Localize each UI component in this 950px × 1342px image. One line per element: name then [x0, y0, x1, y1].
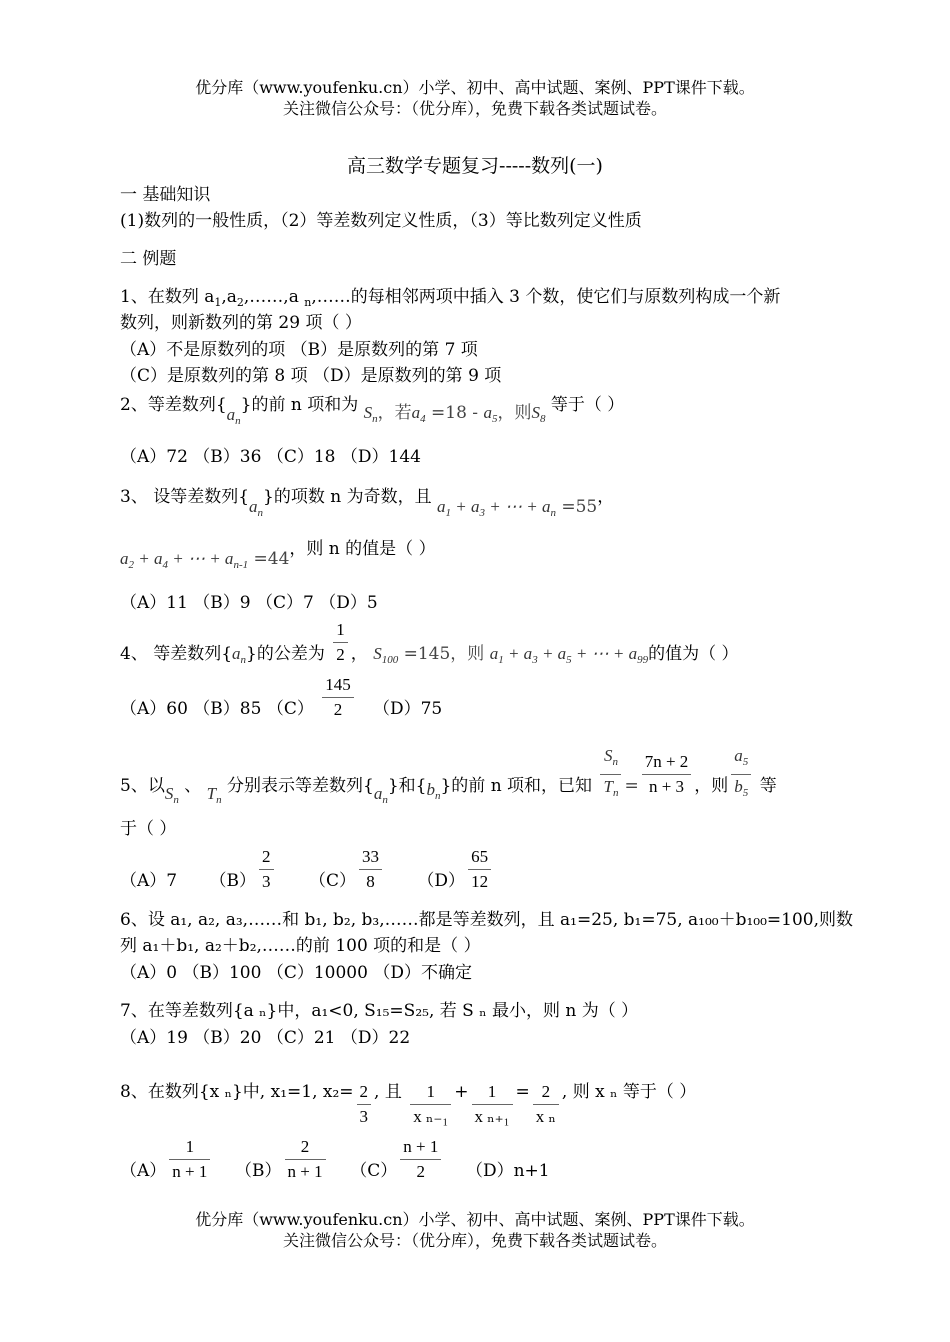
- q5-line-2: 于（ ）: [120, 819, 177, 839]
- q2-line: 2、等差数列$\{a_n\}$的前 n 项和为 $S_n$，若$a_4 =18 - a_5$，则$S_8$ 等于（ ）: [120, 395, 625, 427]
- q5-target-fraction: $\frac{a_5}{b_5}$: [731, 744, 751, 805]
- q4-line: 4、 等差数列$\{a_n\}$的公差为 $\frac{1}{2}$ ， $S_{100} =145$，则 $a_1 + a_3 + a_5$ + ⋯ + $a_{99}$的值为（ ）: [120, 620, 739, 666]
- q6-options: （A）0 （B）100 （C）10000 （D）不确定: [120, 963, 472, 983]
- section-examples-heading: 二 例题: [120, 249, 177, 269]
- q5-ratio-left: $\frac{S_n}{T_n}$: [600, 744, 621, 805]
- q8-term-2-fraction: $\frac{1}{\text{x ₙ₊₁}}$: [472, 1080, 513, 1129]
- q3-line-2: $a_2 + a_4$ + ⋯ + $a_{n-1} =44$，则 n 的值是（ ）: [120, 539, 436, 571]
- q8-option-b-fraction: $\frac{2}{n + 1}$: [285, 1135, 326, 1184]
- section-basic-heading: 一 基础知识: [120, 185, 211, 205]
- q5-option-d-fraction: $\frac{65}{12}$: [468, 845, 491, 894]
- q5-option-b-fraction: $\frac{2}{3}$: [259, 845, 274, 894]
- q8-option-c-fraction: $\frac{n + 1}{2}$: [400, 1135, 441, 1184]
- q7-line-1: 7、在等差数列{a ₙ}中，a₁<0, S₁₅=S₂₅, 若 S ₙ 最小，则 n 为（ ）: [120, 1001, 639, 1021]
- header-line-1: 优分库（www.youfenku.cn）小学、初中、高中试题、案例、PPT课件下载。: [195, 78, 755, 97]
- q8-options: （A） $\frac{1}{n + 1}$ （B） $\frac{2}{n + 1}$ （C） $\frac{n + 1}{2}$ （D）n+1: [120, 1147, 550, 1196]
- q2-options: （A）72 （B）36 （C）18 （D）144: [120, 447, 421, 467]
- q4-diff-fraction: $\frac{1}{2}$: [333, 618, 348, 667]
- q4-options: （A）60 （B）85 （C） $\frac{145}{2}$ （D）75: [120, 685, 442, 734]
- q8-term-3-fraction: $\frac{2}{\text{x ₙ}}$: [533, 1080, 559, 1129]
- q1-line-2: 数列，则新数列的第 29 项（ ）: [120, 313, 362, 333]
- q1-line-1: 1、在数列 $a_1,a_2,\dots\dots,a$ $_n$,……的每相邻两项中插入 3 个数，使它们与原数列构成一个新: [120, 287, 781, 309]
- q1-options-ab: （A）不是原数列的项 （B）是原数列的第 7 项: [120, 340, 478, 360]
- page-title: 高三数学专题复习-----数列(一): [347, 155, 603, 177]
- q4-option-c-fraction: $\frac{145}{2}$: [322, 673, 354, 722]
- q6-line-2: 列 a₁＋b₁, a₂＋b₂,……的前 100 项的和是（ ）: [120, 936, 481, 956]
- q5-ratio-right: $\frac{7n + 2}{n + 3}$: [642, 750, 692, 799]
- q1-options-cd: （C）是原数列的第 8 项 （D）是原数列的第 9 项: [120, 366, 502, 386]
- footer-line-1: 优分库（www.youfenku.cn）小学、初中、高中试题、案例、PPT课件下载。: [195, 1210, 755, 1229]
- q7-options: （A）19 （B）20 （C）21 （D）22: [120, 1028, 411, 1048]
- q3-options: （A）11 （B）9 （C）7 （D）5: [120, 593, 378, 613]
- header-line-2: 关注微信公众号：（优分库），免费下载各类试题试卷。: [282, 99, 667, 118]
- q5-line-1: 5、以$S_n$ 、 $T_n$ 分别表示等差数列$\{a_n\}$和$\{b_n\}$的前 n 项和，已知 $\frac{S_n}{T_n}$ = $\frac{7n + 2}{n + 3}$ ，则 $\frac{a_5}{b_5}$ 等: [120, 746, 777, 806]
- q8-line: 8、在数列{x ₙ}中, x₁=1, x₂= $\frac{2}{3}$ , 且 $\frac{1}{\text{x ₙ₋₁}}$ + $\frac{1}{\text{x ₙ₊₁}}$ = $\frac{2}{\text{x ₙ}}$ , 则 x ₙ 等于（ ）: [120, 1068, 696, 1117]
- q5-option-c-fraction: $\frac{33}{8}$: [359, 845, 382, 894]
- footer-line-2: 关注微信公众号：（优分库），免费下载各类试题试卷。: [282, 1231, 667, 1250]
- section-basic-content: (1)数列的一般性质，（2）等差数列定义性质，（3）等比数列定义性质: [120, 211, 642, 231]
- q8-option-a-fraction: $\frac{1}{n + 1}$: [169, 1135, 210, 1184]
- q6-line-1: 6、设 a₁, a₂, a₃,……和 b₁, b₂, b₃,……都是等差数列，且 a₁=25, b₁=75, a₁₀₀＋b₁₀₀=100,则数: [120, 910, 854, 930]
- q8-x2-fraction: $\frac{2}{3}$: [357, 1080, 372, 1129]
- q8-term-1-fraction: $\frac{1}{\text{x ₙ₋₁}}$: [410, 1080, 451, 1129]
- q3-line-1: 3、 设等差数列$\{a_n\}$的项数 n 为奇数，且 $a_1 + a_3$ + ⋯ + $a_n =55$，: [120, 487, 615, 519]
- q5-options: （A）7 （B） $\frac{2}{3}$ （C） $\frac{33}{8}$ （D） $\frac{65}{12}$: [120, 857, 494, 906]
